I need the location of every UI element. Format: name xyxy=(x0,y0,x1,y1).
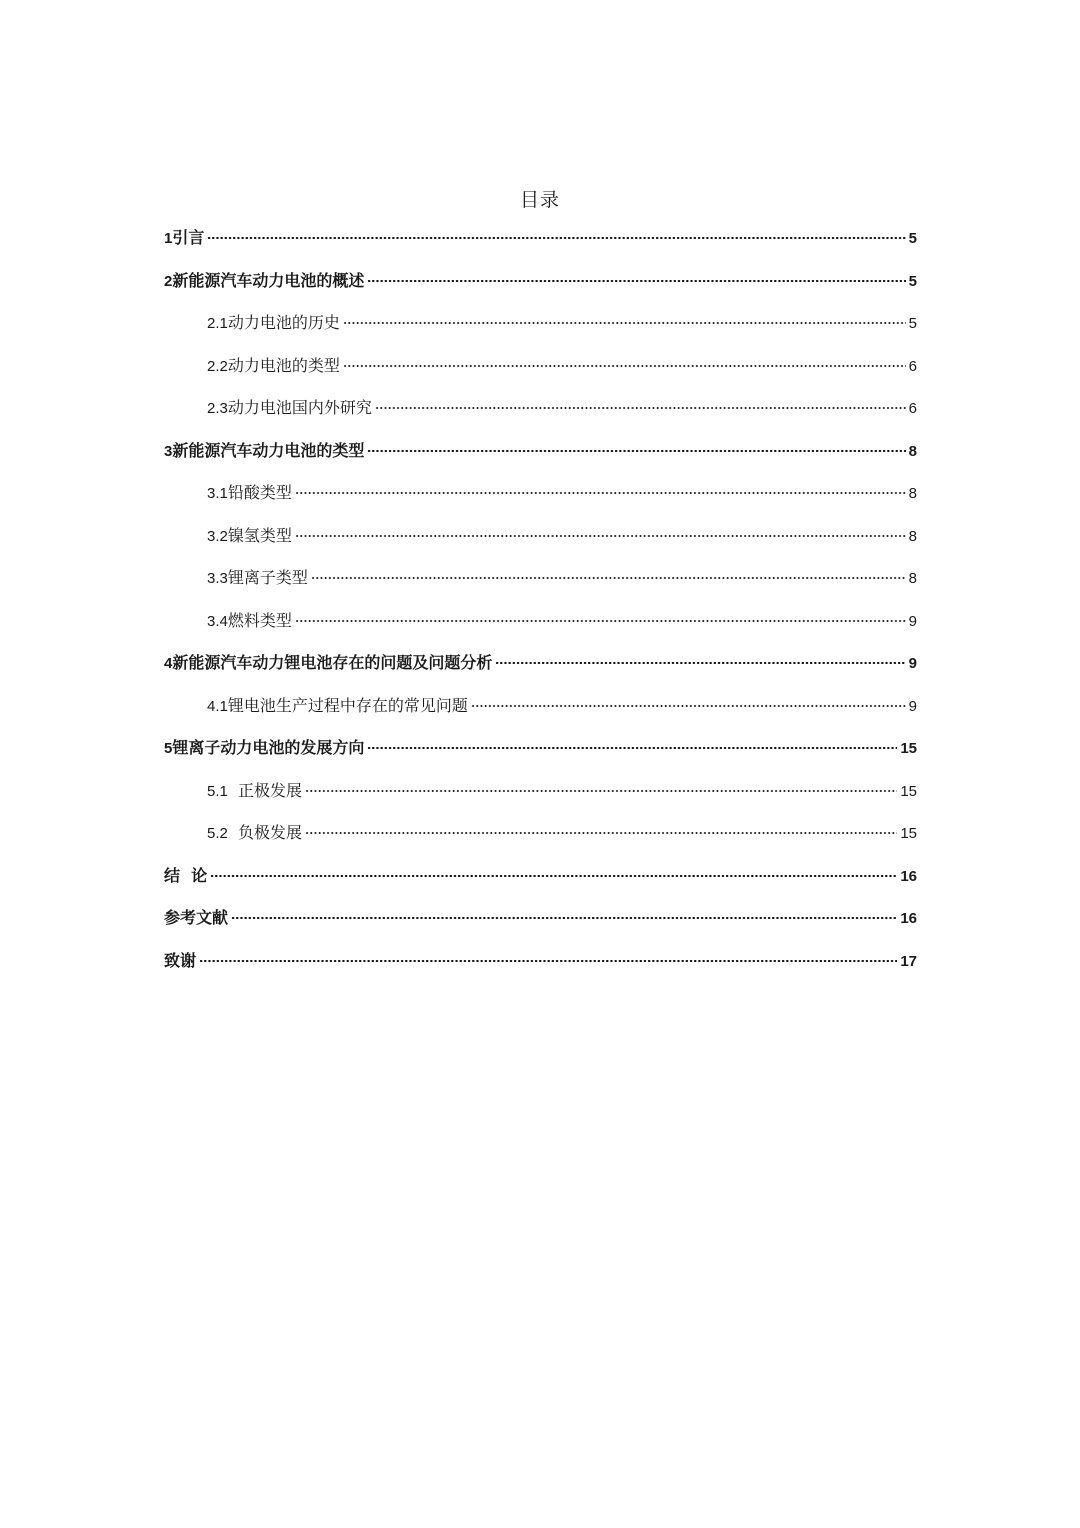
toc-title: 目录 xyxy=(519,189,560,211)
toc-entry-page: 9 xyxy=(908,655,917,672)
toc-entry-number: 3.2 xyxy=(207,527,228,545)
toc-entry-number: 4 xyxy=(164,655,173,672)
toc-list xyxy=(164,224,917,989)
toc-entry-title: 结 论 xyxy=(164,865,208,885)
toc-entry-3[interactable] xyxy=(164,437,917,480)
dot-leader xyxy=(305,832,897,834)
toc-entry-conclusion[interactable] xyxy=(164,862,917,905)
toc-entry-page: 8 xyxy=(908,442,917,460)
toc-entry-2-3[interactable] xyxy=(164,394,917,437)
toc-entry-4[interactable] xyxy=(164,649,917,692)
toc-entry-3-2[interactable] xyxy=(164,522,917,565)
toc-entry-page: 8 xyxy=(908,527,917,545)
toc-entry-page: 5 xyxy=(908,315,917,332)
toc-entry-title: 参考文献 xyxy=(164,908,229,927)
toc-entry-number: 4.1 xyxy=(207,697,228,715)
dot-leader xyxy=(471,705,906,707)
toc-entry-2-2[interactable] xyxy=(164,352,917,395)
dot-leader xyxy=(367,280,905,282)
toc-entry-title: 镍氢类型 xyxy=(227,525,292,545)
dot-leader xyxy=(343,365,906,367)
toc-entry-2[interactable] xyxy=(164,267,917,310)
toc-entry-number: 5.1 xyxy=(207,782,228,800)
dot-leader xyxy=(295,492,906,494)
toc-entry-page: 9 xyxy=(908,612,917,630)
toc-entry-number: 2.3 xyxy=(207,400,228,417)
toc-entry-page: 9 xyxy=(908,697,917,715)
toc-entry-title: 锂电池生产过程中存在的常见问题 xyxy=(227,695,468,715)
dot-leader xyxy=(495,662,905,664)
toc-entry-page: 16 xyxy=(900,910,917,927)
toc-entry-title: 动力电池的历史 xyxy=(227,313,340,332)
dot-leader xyxy=(199,960,897,962)
toc-entry-number: 1 xyxy=(164,230,173,247)
toc-entry-2-1[interactable] xyxy=(164,309,917,352)
toc-entry-page: 5 xyxy=(908,230,917,247)
toc-entry-4-1[interactable] xyxy=(164,692,917,735)
toc-entry-number: 2 xyxy=(164,272,173,290)
toc-entry-references[interactable] xyxy=(164,904,917,947)
toc-entry-page: 15 xyxy=(900,740,917,757)
toc-entry-number: 3 xyxy=(164,442,173,460)
dot-leader xyxy=(367,450,905,452)
toc-entry-title: 铅酸类型 xyxy=(227,483,292,502)
toc-entry-title: 新能源汽车动力电池的概述 xyxy=(172,270,365,290)
toc-entry-title: 正极发展 xyxy=(227,780,303,800)
toc-entry-title: 动力电池的类型 xyxy=(227,355,340,375)
dot-leader xyxy=(295,535,906,537)
toc-entry-title: 新能源汽车动力锂电池存在的问题及问题分析 xyxy=(172,653,493,672)
dot-leader xyxy=(305,790,897,792)
toc-entry-3-3[interactable] xyxy=(164,564,917,607)
toc-entry-page: 15 xyxy=(900,825,917,842)
toc-entry-page: 17 xyxy=(900,952,917,970)
toc-entry-title: 引言 xyxy=(172,228,205,247)
toc-entry-1[interactable] xyxy=(164,224,917,267)
toc-entry-page: 15 xyxy=(900,782,917,800)
toc-entry-number: 3.3 xyxy=(207,570,228,587)
toc-entry-page: 8 xyxy=(908,485,917,502)
toc-entry-title: 动力电池国内外研究 xyxy=(227,398,372,417)
dot-leader xyxy=(367,747,897,749)
toc-entry-page: 16 xyxy=(900,867,917,885)
toc-entry-page: 6 xyxy=(908,400,917,417)
toc-entry-5-2[interactable] xyxy=(164,819,917,862)
dot-leader xyxy=(207,237,905,239)
dot-leader xyxy=(210,875,897,877)
dot-leader xyxy=(231,917,897,919)
dot-leader xyxy=(295,620,906,622)
toc-entry-5-1[interactable] xyxy=(164,777,917,820)
toc-entry-title: 致谢 xyxy=(164,950,197,970)
toc-entry-acknowledgements[interactable] xyxy=(164,947,917,990)
toc-entry-title: 负极发展 xyxy=(227,823,303,842)
toc-entry-title: 锂离子类型 xyxy=(227,568,308,587)
dot-leader xyxy=(311,577,906,579)
dot-leader xyxy=(343,322,906,324)
toc-entry-title: 新能源汽车动力电池的类型 xyxy=(172,440,365,460)
toc-entry-page: 5 xyxy=(908,272,917,290)
dot-leader xyxy=(375,407,906,409)
toc-entry-5[interactable] xyxy=(164,734,917,777)
toc-entry-title: 燃料类型 xyxy=(227,610,292,630)
toc-entry-number: 2.1 xyxy=(207,315,228,332)
toc-entry-3-4[interactable] xyxy=(164,607,917,650)
toc-entry-number: 3.4 xyxy=(207,612,228,630)
toc-entry-number: 5.2 xyxy=(207,825,228,842)
toc-entry-number: 2.2 xyxy=(207,357,228,375)
toc-entry-number: 3.1 xyxy=(207,485,228,502)
toc-entry-page: 6 xyxy=(908,357,917,375)
toc-entry-title: 锂离子动力电池的发展方向 xyxy=(172,738,365,757)
toc-entry-3-1[interactable] xyxy=(164,479,917,522)
toc-entry-number: 5 xyxy=(164,740,173,757)
toc-entry-page: 8 xyxy=(908,570,917,587)
